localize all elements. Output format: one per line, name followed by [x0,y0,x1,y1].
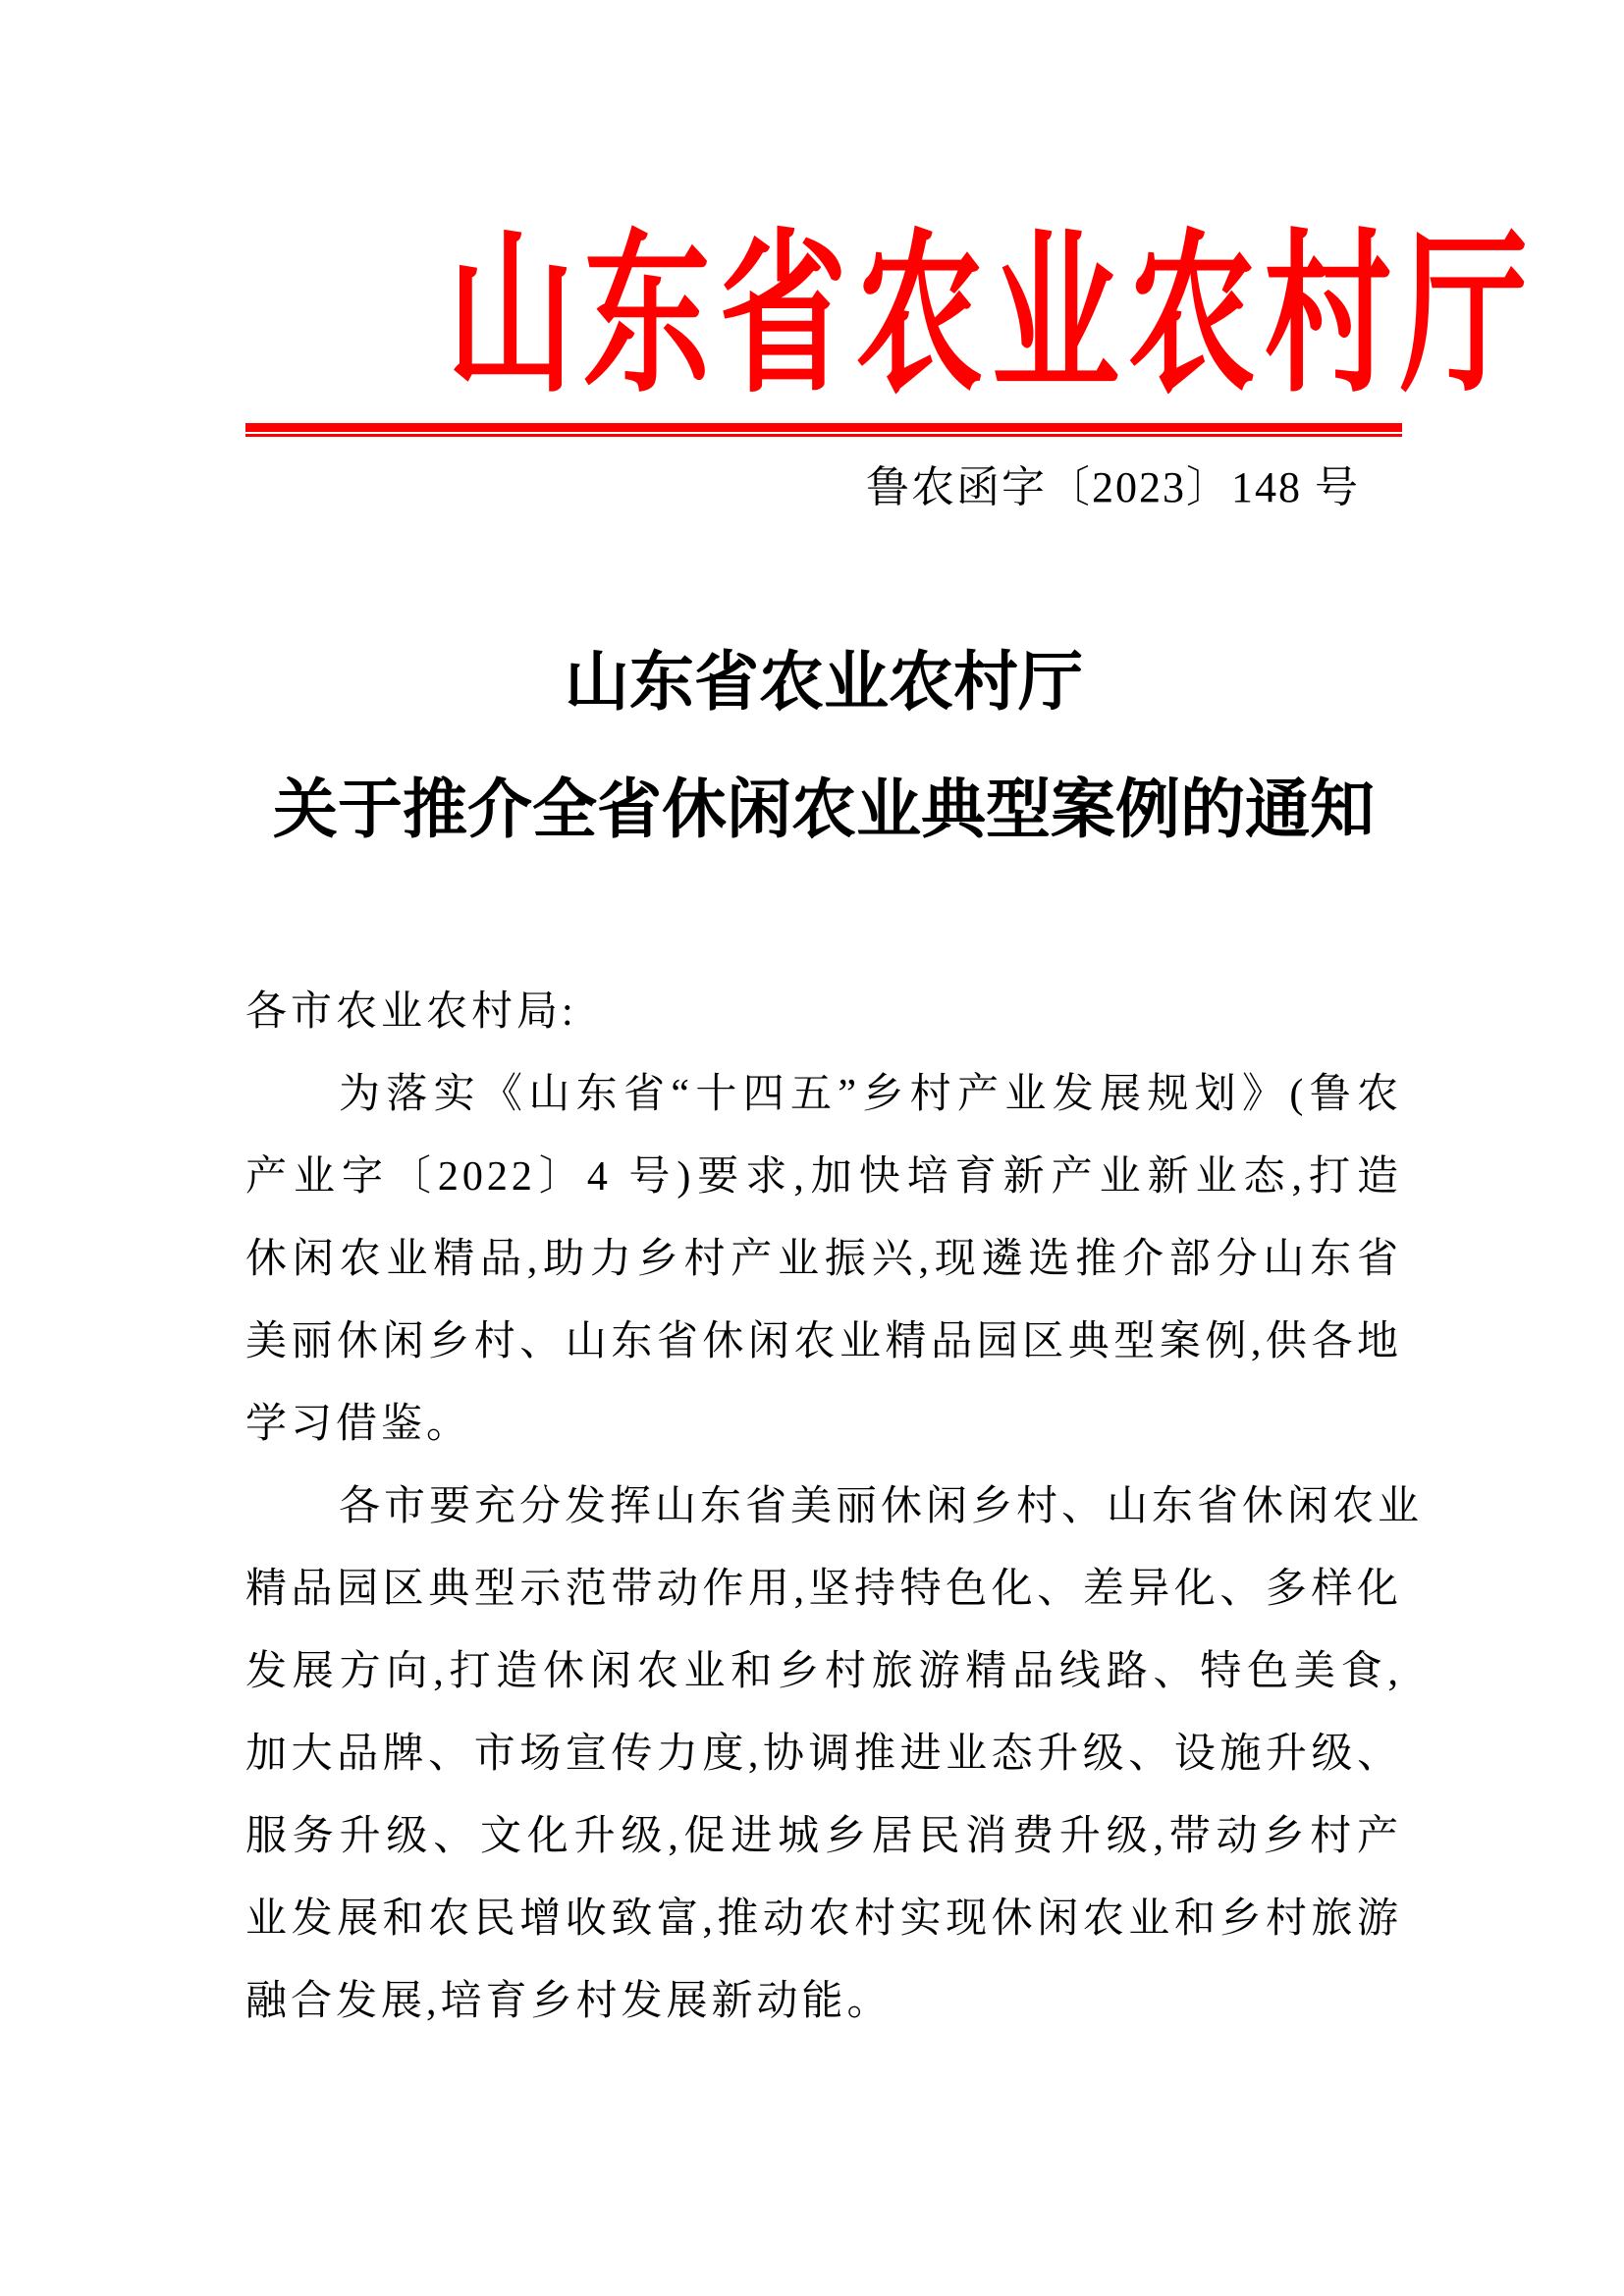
notice-title-line-1: 山东省农业农村厅 [565,647,1083,719]
paragraph2-line-6: 业发展和农民增收致富,推动农村实现休闲农业和乡村旅游 [245,1896,1402,1942]
red-divider-line [245,423,1402,437]
paragraph2-line-7: 融合发展,培育乡村发展新动能。 [245,1979,893,2024]
paragraph1-line-3: 休闲农业精品,助力乡村产业振兴,现遴选推介部分山东省 [245,1237,1402,1282]
paragraph2-line-3: 发展方向,打造休闲农业和乡村旅游精品线路、特色美食, [245,1649,1402,1694]
paragraph2-line-5: 服务升级、文化升级,促进城乡居民消费升级,带动乡村产 [245,1814,1402,1859]
paragraph2-line-2: 精品园区典型示范带动作用,坚持特色化、差异化、多样化 [245,1567,1402,1612]
letterhead [245,219,1537,413]
paragraph1-line-4: 美丽休闲乡村、山东省休闲农业精品园区典型案例,供各地 [245,1319,1402,1364]
paragraph2-line-4: 加大品牌、市场宣传力度,协调推进业态升级、设施升级、 [245,1732,1402,1777]
paragraph1-line-2: 产业字〔2022〕4 号)要求,加快培育新产业新业态,打造 [245,1154,1402,1200]
document-number: 鲁农函字〔2023〕148 号 [866,463,1360,511]
salutation: 各市农业农村局: [245,989,577,1035]
letterhead-agency-name: 山东省农业农村厅 [447,219,1537,413]
notice-title-line-2: 关于推介全省休闲农业典型案例的通知 [273,774,1375,846]
red-divider-thick-rule [245,423,1402,432]
paragraph2-line-1: 各市要充分发挥山东省美丽休闲乡村、山东省休闲农业 [339,1484,1424,1529]
notice-body [245,971,1424,2043]
paragraph1-line-5: 学习借鉴。 [245,1402,472,1447]
paragraph1-line-1: 为落实《山东省“十四五”乡村产业发展规划》(鲁农 [339,1072,1402,1117]
red-divider-thin-rule [245,434,1402,437]
